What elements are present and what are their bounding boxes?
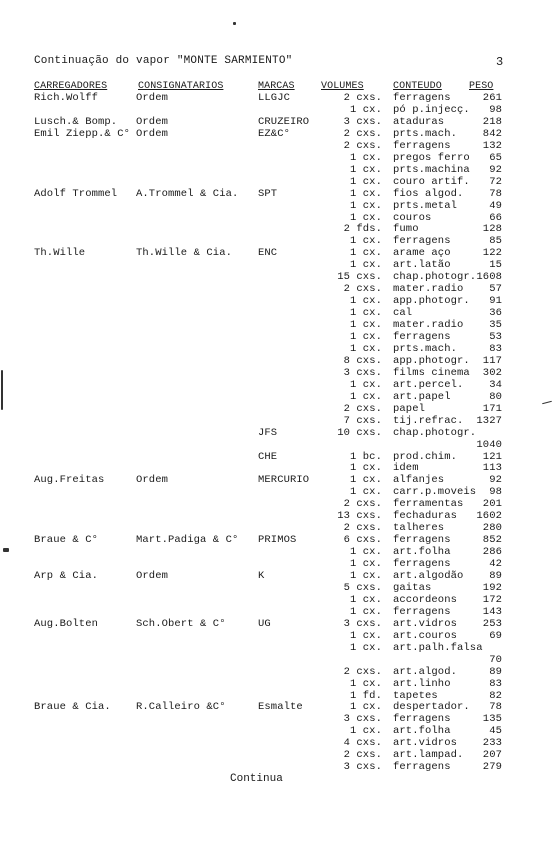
volumes-cell: 1 cx. [349,474,382,487]
peso-cell: 1040 [476,438,502,451]
conteudo-cell: fechaduras [393,510,458,523]
table-row [0,522,554,534]
table-row [0,343,554,355]
table-row [0,152,554,164]
conteudo-cell: pregos ferro [393,151,470,164]
table-row [0,104,554,116]
table-row [0,283,554,295]
marca-cell: MERCURIO [258,474,310,487]
conteudo-cell: gaitas [393,581,432,594]
volumes-cell: 1 cx. [349,593,382,606]
volumes-cell: 2 cxs. [343,522,382,535]
table-row [0,582,554,594]
conteudo-cell: couro artif. [393,175,470,188]
marca-cell: UG [258,617,271,630]
volumes-cell: 1 cx. [349,677,382,690]
carregador-cell: Emil Ziepp.& C° [34,127,131,140]
peso-cell: 65 [489,151,502,164]
table-row [0,295,554,307]
peso-cell: 842 [482,127,502,140]
table-row [0,546,554,558]
table-row [0,713,554,725]
volumes-cell: 1 cx. [349,378,382,391]
volumes-cell: 2 cxs. [343,665,382,678]
marca-cell: SPT [258,187,278,200]
carregador-cell: Lusch.& Bomp. [34,115,118,128]
table-row [0,570,554,582]
peso-cell: 85 [489,235,502,248]
conteudo-cell: ferragens [393,713,451,726]
peso-cell: 1608 [476,271,502,284]
peso-cell: 82 [489,689,502,702]
conteudo-cell: mater.radio [393,319,464,332]
peso-cell: 34 [489,378,502,391]
peso-cell: 66 [489,211,502,224]
conteudo-cell: art.folha [393,725,451,738]
peso-cell: 207 [482,749,502,762]
volumes-cell: 1 cx. [349,486,382,499]
consignatario-cell: Ordem [136,127,169,140]
conteudo-cell: ferragens [393,331,451,343]
conteudo-cell: pó p.injecç. [393,103,470,116]
marca-cell: ENC [258,247,278,260]
conteudo-cell: ferragens [393,139,451,152]
table-row [0,630,554,642]
peso-cell: 57 [489,283,502,296]
volumes-cell: 1 cx. [349,462,382,475]
footer-continua: Continua [230,773,283,785]
table-row [0,498,554,510]
peso-cell: 83 [489,677,502,690]
scan-edge-mark [3,548,9,552]
consignatario-cell: Th.Wille & Cia. [136,247,233,260]
volumes-cell: 1 cx. [349,307,382,320]
volumes-cell: 2 cxs. [343,139,382,152]
peso-cell: 852 [482,534,502,547]
volumes-cell: 1 cx. [349,175,382,188]
peso-cell: 1327 [476,414,502,427]
conteudo-cell: prod.chim. [393,450,458,463]
volumes-cell: 1 bc. [349,450,382,463]
consignatario-cell: Ordem [136,115,169,128]
volumes-cell: 1 cx. [349,331,382,343]
conteudo-cell: art.vidros [393,737,458,750]
conteudo-cell: art.percel. [393,378,464,391]
conteudo-cell: papel [393,402,426,415]
volumes-cell: 1 cx. [349,546,382,559]
peso-cell: 128 [482,223,502,236]
peso-cell: 279 [482,761,502,774]
table-row [0,594,554,606]
conteudo-cell: ferragens [393,761,451,774]
table-row [0,725,554,737]
volumes-cell: 2 cxs. [343,92,382,104]
conteudo-cell: ferragens [393,235,451,248]
table-row [0,176,554,188]
carregador-cell: Rich.Wolff [34,92,99,104]
table-row [0,690,554,702]
table-row [0,451,554,463]
table-row [0,462,554,474]
peso-cell: 92 [489,163,502,176]
consignatario-cell: Mart.Padiga & C° [136,534,239,547]
carregador-cell: Braue & C° [34,534,99,547]
conteudo-cell: idem [393,462,419,475]
table-row [0,319,554,331]
table-row [0,140,554,152]
conteudo-cell: arame aço [393,247,451,260]
marca-cell: EZ&C° [258,127,291,140]
peso-cell: 172 [482,593,502,606]
volumes-cell: 1 cx. [349,558,382,571]
page-number: 3 [496,55,504,69]
volumes-cell: 1 cx. [349,295,382,308]
table-row [0,92,554,104]
peso-cell: 121 [482,450,502,463]
peso-cell: 36 [489,307,502,320]
volumes-cell: 1 cx. [349,199,382,212]
table-row [0,427,554,439]
conteudo-cell: art.palh.falsa [393,641,483,654]
header-volumes: VOLUMES [321,81,364,92]
conteudo-cell: ferragens [393,558,451,571]
peso-cell: 132 [482,139,502,152]
peso-cell: 122 [482,247,502,260]
peso-cell: 286 [482,546,502,559]
peso-cell: 45 [489,725,502,738]
peso-cell: 113 [482,462,502,475]
volumes-cell: 2 cxs. [343,127,382,140]
volumes-cell: 10 cxs. [337,426,382,439]
peso-cell: 49 [489,199,502,212]
table-row [0,391,554,403]
conteudo-cell: art.algod. [393,665,458,678]
volumes-cell: 2 cxs. [343,749,382,762]
table-row [0,188,554,200]
marca-cell: PRIMOS [258,534,297,547]
table-row [0,415,554,427]
conteudo-cell: art.algodão [393,570,464,582]
table-row [0,331,554,343]
conteudo-cell: ferragens [393,534,451,547]
volumes-cell: 3 cxs. [343,366,382,379]
conteudo-cell: app.photogr. [393,354,470,367]
conteudo-cell: ataduras [393,115,445,128]
table-row [0,439,554,451]
marca-cell: Esmalte [258,701,303,714]
table-row [0,749,554,761]
volumes-cell: 1 cx. [349,701,382,714]
volumes-cell: 3 cxs. [343,761,382,774]
peso-cell: 83 [489,342,502,355]
table-row [0,761,554,773]
peso-cell: 92 [489,474,502,487]
scan-edge-mark [1,370,3,410]
volumes-cell: 3 cxs. [343,713,382,726]
conteudo-cell: mater.radio [393,283,464,296]
peso-cell: 98 [489,486,502,499]
conteudo-cell: ferramentas [393,498,464,511]
table-row [0,223,554,235]
conteudo-cell: art.latão [393,259,451,272]
peso-cell: 53 [489,331,502,343]
marca-cell: JFS [258,426,278,439]
consignatario-cell: R.Calleiro &C° [136,701,226,714]
conteudo-cell: cal [393,307,413,320]
carregador-cell: Braue & Cia. [34,701,111,714]
header-consignatarios: CONSIGNATARIOS [138,81,224,92]
table-row [0,116,554,128]
volumes-cell: 3 cxs. [343,617,382,630]
volumes-cell: 1 cx. [349,319,382,332]
peso-cell: 143 [482,605,502,618]
conteudo-cell: art.couros [393,629,458,642]
header-carregadores: CARREGADORES [34,81,108,92]
marca-cell: CRUZEIRO [258,115,310,128]
peso-cell: 80 [489,390,502,403]
peso-cell: 280 [482,522,502,535]
conteudo-cell: fios algod. [393,187,464,200]
peso-cell: 78 [489,701,502,714]
header-conteudo: CONTEUDO [393,81,442,92]
volumes-cell: 15 cxs. [337,271,382,284]
volumes-cell: 1 fd. [349,689,382,702]
volumes-cell: 1 cx. [349,259,382,272]
conteudo-cell: talheres [393,522,445,535]
table-row [0,128,554,140]
conteudo-cell: app.photogr. [393,295,470,308]
volumes-cell: 5 cxs. [343,581,382,594]
conteudo-cell: art.folha [393,546,451,559]
volumes-cell: 1 cx. [349,725,382,738]
volumes-cell: 1 cx. [349,163,382,176]
consignatario-cell: A.Trommel & Cia. [136,187,239,200]
peso-cell: 89 [489,665,502,678]
table-row [0,618,554,630]
table-row [0,307,554,319]
peso-cell: 1602 [476,510,502,523]
volumes-cell: 2 cxs. [343,402,382,415]
marca-cell: LLGJC [258,92,291,104]
volumes-cell: 1 cx. [349,187,382,200]
volumes-cell: 6 cxs. [343,534,382,547]
table-row [0,379,554,391]
table-row [0,737,554,749]
peso-cell: 261 [482,92,502,104]
consignatario-cell: Ordem [136,570,169,582]
conteudo-cell: art.linho [393,677,451,690]
marca-cell: CHE [258,450,278,463]
conteudo-cell: chap.photogr. [393,271,477,284]
table-row [0,403,554,415]
table-row [0,606,554,618]
conteudo-cell: prts.mach. [393,342,458,355]
volumes-cell: 2 fds. [343,223,382,236]
table-row [0,355,554,367]
peso-cell: 171 [482,402,502,415]
carregador-cell: Th.Wille [34,247,86,260]
conteudo-cell: art.lampad. [393,749,464,762]
carregador-cell: Adolf Trommel [34,187,118,200]
volumes-cell: 1 cx. [349,211,382,224]
peso-cell: 135 [482,713,502,726]
table-row [0,654,554,666]
conteudo-cell: films cinema [393,366,470,379]
volumes-cell: 1 cx. [349,570,382,582]
table-row [0,474,554,486]
peso-cell: 302 [482,366,502,379]
consignatario-cell: Ordem [136,474,169,487]
peso-cell: 78 [489,187,502,200]
conteudo-cell: chap.photogr. [393,426,477,439]
conteudo-cell: tij.refrac. [393,414,464,427]
table-row [0,486,554,498]
peso-cell: 72 [489,175,502,188]
table-row [0,367,554,379]
peso-cell: 117 [482,354,502,367]
table-row [0,666,554,678]
table-row [0,212,554,224]
table-row [0,247,554,259]
volumes-cell: 7 cxs. [343,414,382,427]
volumes-cell: 1 cx. [349,629,382,642]
carregador-cell: Arp & Cia. [34,570,99,582]
header-peso: PESO [469,81,494,92]
table-row [0,271,554,283]
table-row [0,259,554,271]
conteudo-cell: prts.metal [393,199,458,212]
consignatario-cell: Sch.Obert & C° [136,617,226,630]
table-row [0,200,554,212]
peso-cell: 35 [489,319,502,332]
volumes-cell: 1 cx. [349,235,382,248]
table-row [0,558,554,570]
volumes-cell: 4 cxs. [343,737,382,750]
volumes-cell: 13 cxs. [337,510,382,523]
volumes-cell: 1 cx. [349,390,382,403]
volumes-cell: 8 cxs. [343,354,382,367]
peso-cell: 233 [482,737,502,750]
peso-cell: 15 [489,259,502,272]
conteudo-cell: ferragens [393,92,451,104]
peso-cell: 192 [482,581,502,594]
peso-cell: 253 [482,617,502,630]
table-row [0,235,554,247]
document-title: Continuação do vapor "MONTE SARMIENTO" [34,55,293,67]
volumes-cell: 3 cxs. [343,115,382,128]
carregador-cell: Aug.Bolten [34,617,99,630]
peso-cell: 89 [489,570,502,582]
conteudo-cell: couros [393,211,432,224]
carregador-cell: Aug.Freitas [34,474,105,487]
conteudo-cell: fumo [393,223,419,236]
peso-cell: 42 [489,558,502,571]
conteudo-cell: accordeons [393,593,458,606]
peso-cell: 91 [489,295,502,308]
table-row [0,534,554,546]
volumes-cell: 1 cx. [349,247,382,260]
peso-cell: 98 [489,103,502,116]
conteudo-cell: carr.p.moveis [393,486,477,499]
peso-cell: 201 [482,498,502,511]
volumes-cell: 1 cx. [349,151,382,164]
peso-cell: 70 [489,653,502,666]
peso-cell: 69 [489,629,502,642]
conteudo-cell: ferragens [393,605,451,618]
header-marcas: MARCAS [258,81,295,92]
conteudo-cell: tapetes [393,689,438,702]
table-row [0,164,554,176]
marca-cell: K [258,570,265,582]
conteudo-cell: prts.machina [393,163,470,176]
peso-cell: 218 [482,115,502,128]
volumes-cell: 1 cx. [349,103,382,116]
conteudo-cell: art.vidros [393,617,458,630]
conteudo-cell: despertador. [393,701,470,714]
conteudo-cell: prts.mach. [393,127,458,140]
volumes-cell: 1 cx. [349,605,382,618]
table-row [0,701,554,713]
scan-speck [233,22,236,25]
table-row [0,678,554,690]
volumes-cell: 1 cx. [349,641,382,654]
table-row [0,642,554,654]
volumes-cell: 1 cx. [349,342,382,355]
volumes-cell: 2 cxs. [343,283,382,296]
volumes-cell: 2 cxs. [343,498,382,511]
conteudo-cell: alfanjes [393,474,445,487]
conteudo-cell: art.papel [393,390,451,403]
consignatario-cell: Ordem [136,92,169,104]
table-row [0,510,554,522]
